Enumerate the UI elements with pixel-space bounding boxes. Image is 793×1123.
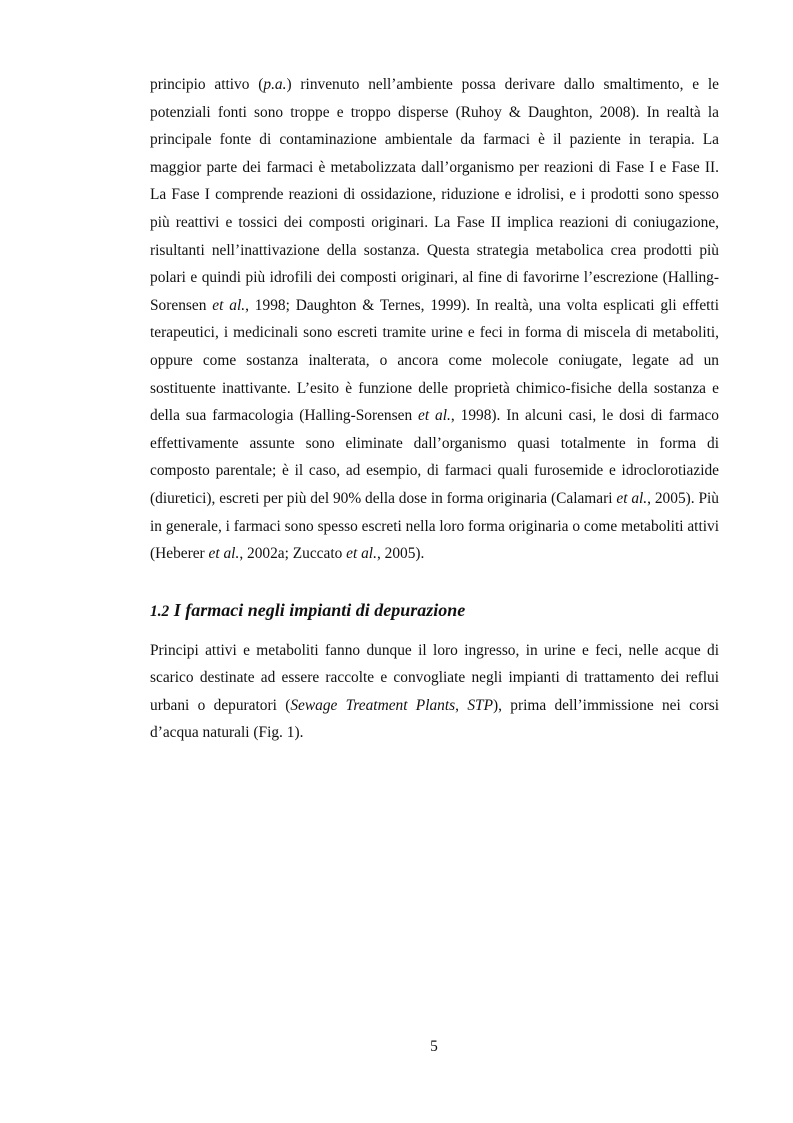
section-heading [150,598,719,624]
text-run: Principi attivi e metaboliti fanno dunque il loro ingresso, in urine e feci, nelle acque di scarico destinate ad essere raccolte e convogliate negli impianti di trattamento dei reflui urbani o depuratori ( [150,641,719,714]
text-run: et al. [616,489,648,507]
text-run: p.a. [263,76,287,93]
text-run: , 2002a; Zuccato [239,545,347,563]
text-run: STP [467,696,493,714]
text-run: , [455,696,468,714]
text-run: , 2005). Più in generale, i farmaci sono spesso escreti nella loro forma originaria o come metaboliti attivi (Heberer [150,489,720,563]
text-run: ), prima dell’immissione nei corsi d’acqua naturali (Fig. 1). [150,696,719,742]
text-run: et al. [346,545,377,563]
text-run: et al. [418,407,451,425]
text-run: ) rinvenuto nell’ambiente possa derivare dallo smaltimento, e le potenziali fonti sono troppe e troppo disperse (Ruhoy & Daughton, 2008). In realtà la principale fonte di contaminazione ambientale da farmaci è il paziente in terapia. La maggior parte dei farmaci è metabolizzata dall’organismo per reazioni di Fase I e Fase II. La Fase I comprende reazioni di ossidazione, riduzione e idrolisi, e i prodotti sono spesso più reattivi e tossici dei composti originari. La Fase II implica reazioni di coniugazione, risultanti nell’inattivazione della sostanza. Questa strategia metabolica crea prodotti più polari e quindi più idrofili dei composti originari, al fine di favorirne l’escrezione (Halling-Sorensen [150,76,720,314]
body-paragraph-1 [150,71,719,568]
section-title: I farmaci negli impianti di depurazione [173,599,466,620]
text-run: et al. [212,296,246,314]
text-run: principio attivo ( [150,76,264,93]
text-run: , 1998; Daughton & Ternes, 1999). In realtà, una volta esplicati gli effetti terapeutici, i medicinali sono escreti tramite urine e feci in forma di miscela di metaboliti, oppure come sostanza inalterata, o ancora come molecole coniugate, legate ad un sostituente inattivante. L’esito è funzione delle proprietà chimico-fisiche della sostanza e della sua farmacologia (Halling-Sorensen [150,296,719,425]
text-run: , 1998). In alcuni casi, le dosi di farmaco effettivamente assunte sono eliminate dall’organismo quasi totalmente in forma di composto parentale; è il caso, ad esempio, di farmaci quali furosemide e idroclorotiazide (diuretici), escreti per più del 90% della dose in forma originaria (Calamari [150,407,719,507]
text-run: et al. [208,545,240,563]
text-run: Sewage Treatment Plants [290,696,456,714]
body-paragraph-2 [150,637,719,747]
section-number: 1.2 [150,602,170,620]
page-number: 5 [430,1038,438,1055]
text-run: , 2005). [376,545,425,563]
page-content [150,71,719,747]
